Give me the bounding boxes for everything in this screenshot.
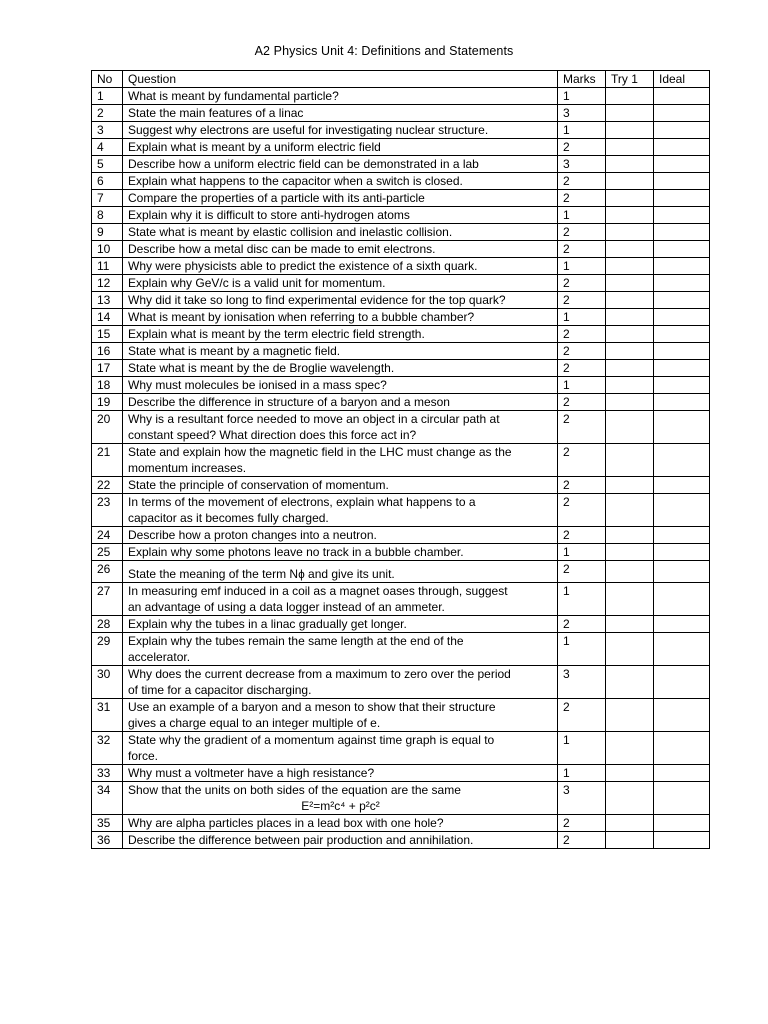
question-line: Explain why some photons leave no track in a bubble chamber. bbox=[128, 545, 464, 559]
question-line: State the principle of conservation of momentum. bbox=[128, 478, 389, 492]
row-marks: 2 bbox=[558, 343, 606, 360]
row-question bbox=[123, 616, 558, 633]
row-marks: 2 bbox=[558, 173, 606, 190]
row-number: 28 bbox=[92, 616, 123, 633]
row-marks: 1 bbox=[558, 258, 606, 275]
row-number: 4 bbox=[92, 139, 123, 156]
table-row bbox=[92, 190, 710, 207]
row-question bbox=[123, 732, 558, 765]
row-ideal-cell[interactable] bbox=[654, 190, 710, 207]
question-line: Explain why it is difficult to store anti-hydrogen atoms bbox=[128, 208, 410, 222]
table-row bbox=[92, 732, 710, 765]
row-question bbox=[123, 326, 558, 343]
row-marks: 2 bbox=[558, 139, 606, 156]
question-line: Explain why GeV/c is a valid unit for momentum. bbox=[128, 276, 386, 290]
table-row bbox=[92, 275, 710, 292]
table-row bbox=[92, 394, 710, 411]
table-row bbox=[92, 527, 710, 544]
row-try1-cell[interactable] bbox=[606, 815, 654, 832]
document-title: A2 Physics Unit 4: Definitions and Statements bbox=[254, 44, 514, 58]
question-line: State what is meant by elastic collision and inelastic collision. bbox=[128, 225, 453, 239]
header-marks: Marks bbox=[558, 71, 606, 88]
row-question bbox=[123, 156, 558, 173]
row-try1-cell[interactable] bbox=[606, 156, 654, 173]
row-marks: 2 bbox=[558, 275, 606, 292]
row-ideal-cell[interactable] bbox=[654, 765, 710, 782]
row-question bbox=[123, 544, 558, 561]
row-try1-cell[interactable] bbox=[606, 782, 654, 815]
question-line: State and explain how the magnetic field in the LHC must change as the bbox=[128, 445, 512, 459]
row-marks: 2 bbox=[558, 699, 606, 732]
table-row bbox=[92, 258, 710, 275]
row-marks: 1 bbox=[558, 765, 606, 782]
row-ideal-cell[interactable] bbox=[654, 444, 710, 477]
row-marks: 2 bbox=[558, 444, 606, 477]
question-line: Explain what is meant by a uniform electric field bbox=[128, 140, 381, 154]
row-number: 29 bbox=[92, 633, 123, 666]
table-row bbox=[92, 633, 710, 666]
question-line: accelerator. bbox=[128, 650, 191, 664]
row-number: 36 bbox=[92, 832, 123, 849]
header-try1: Try 1 bbox=[606, 71, 654, 88]
row-ideal-cell[interactable] bbox=[654, 105, 710, 122]
row-ideal-cell[interactable] bbox=[654, 275, 710, 292]
table-row bbox=[92, 561, 710, 583]
header-question: Question bbox=[123, 71, 558, 88]
table-row bbox=[92, 309, 710, 326]
row-try1-cell[interactable] bbox=[606, 527, 654, 544]
table-row bbox=[92, 122, 710, 139]
question-line: State the meaning of the term Nɸ and give its unit. bbox=[128, 567, 395, 581]
row-question bbox=[123, 122, 558, 139]
table-row bbox=[92, 699, 710, 732]
question-line: Why are alpha particles places in a lead box with one hole? bbox=[128, 816, 444, 830]
row-try1-cell[interactable] bbox=[606, 666, 654, 699]
row-question bbox=[123, 105, 558, 122]
question-line: State the main features of a linac bbox=[128, 106, 304, 120]
question-line: Describe the difference between pair production and annihilation. bbox=[128, 833, 474, 847]
row-number: 30 bbox=[92, 666, 123, 699]
row-question bbox=[123, 207, 558, 224]
row-number: 11 bbox=[92, 258, 123, 275]
table-row bbox=[92, 139, 710, 156]
table-row bbox=[92, 616, 710, 633]
row-question bbox=[123, 832, 558, 849]
question-line: State why the gradient of a momentum against time graph is equal to bbox=[128, 733, 495, 747]
table-row bbox=[92, 765, 710, 782]
row-question bbox=[123, 561, 558, 583]
row-try1-cell[interactable] bbox=[606, 241, 654, 258]
row-number: 2 bbox=[92, 105, 123, 122]
question-line: What is meant by ionisation when referring to a bubble chamber? bbox=[128, 310, 475, 324]
row-question bbox=[123, 88, 558, 105]
question-line: Compare the properties of a particle with its anti-particle bbox=[128, 191, 425, 205]
row-question bbox=[123, 633, 558, 666]
row-number: 24 bbox=[92, 527, 123, 544]
row-number: 17 bbox=[92, 360, 123, 377]
row-try1-cell[interactable] bbox=[606, 544, 654, 561]
row-try1-cell[interactable] bbox=[606, 561, 654, 583]
question-line: Describe how a metal disc can be made to emit electrons. bbox=[128, 242, 436, 256]
row-ideal-cell[interactable] bbox=[654, 139, 710, 156]
row-number: 34 bbox=[92, 782, 123, 815]
row-try1-cell[interactable] bbox=[606, 494, 654, 527]
row-number: 27 bbox=[92, 583, 123, 616]
row-question bbox=[123, 699, 558, 732]
row-number: 18 bbox=[92, 377, 123, 394]
row-try1-cell[interactable] bbox=[606, 190, 654, 207]
row-ideal-cell[interactable] bbox=[654, 561, 710, 583]
row-marks: 2 bbox=[558, 411, 606, 444]
question-line: What is meant by fundamental particle? bbox=[128, 89, 339, 103]
row-ideal-cell[interactable] bbox=[654, 207, 710, 224]
row-ideal-cell[interactable] bbox=[654, 832, 710, 849]
table-row bbox=[92, 444, 710, 477]
row-marks: 2 bbox=[558, 815, 606, 832]
row-ideal-cell[interactable] bbox=[654, 616, 710, 633]
row-try1-cell[interactable] bbox=[606, 583, 654, 616]
row-number: 5 bbox=[92, 156, 123, 173]
row-try1-cell[interactable] bbox=[606, 699, 654, 732]
row-question bbox=[123, 258, 558, 275]
table-row bbox=[92, 207, 710, 224]
table-header-row bbox=[92, 71, 710, 88]
row-ideal-cell[interactable] bbox=[654, 782, 710, 815]
question-line: Why must a voltmeter have a high resistance? bbox=[128, 766, 375, 780]
row-ideal-cell[interactable] bbox=[654, 173, 710, 190]
row-ideal-cell[interactable] bbox=[654, 292, 710, 309]
row-ideal-cell[interactable] bbox=[654, 494, 710, 527]
row-question bbox=[123, 343, 558, 360]
row-ideal-cell[interactable] bbox=[654, 394, 710, 411]
table-row bbox=[92, 666, 710, 699]
row-marks: 1 bbox=[558, 544, 606, 561]
question-line: constant speed? What direction does this force act in? bbox=[128, 428, 417, 442]
table-row bbox=[92, 326, 710, 343]
question-line: an advantage of using a data logger instead of an ammeter. bbox=[128, 600, 445, 614]
row-try1-cell[interactable] bbox=[606, 616, 654, 633]
row-marks: 2 bbox=[558, 394, 606, 411]
table-row bbox=[92, 411, 710, 444]
row-ideal-cell[interactable] bbox=[654, 360, 710, 377]
row-try1-cell[interactable] bbox=[606, 275, 654, 292]
question-line: of time for a capacitor discharging. bbox=[128, 683, 312, 697]
row-question bbox=[123, 765, 558, 782]
row-number: 13 bbox=[92, 292, 123, 309]
table-row bbox=[92, 241, 710, 258]
row-marks: 2 bbox=[558, 494, 606, 527]
row-marks: 2 bbox=[558, 190, 606, 207]
row-marks: 3 bbox=[558, 156, 606, 173]
row-try1-cell[interactable] bbox=[606, 258, 654, 275]
question-line: Explain what happens to the capacitor when a switch is closed. bbox=[128, 174, 463, 188]
row-number: 1 bbox=[92, 88, 123, 105]
row-ideal-cell[interactable] bbox=[654, 411, 710, 444]
row-ideal-cell[interactable] bbox=[654, 815, 710, 832]
row-question bbox=[123, 477, 558, 494]
table-row bbox=[92, 292, 710, 309]
row-ideal-cell[interactable] bbox=[654, 633, 710, 666]
question-line: Why did it take so long to find experimental evidence for the top quark? bbox=[128, 293, 506, 307]
row-try1-cell[interactable] bbox=[606, 411, 654, 444]
question-line: Describe how a uniform electric field can be demonstrated in a lab bbox=[128, 157, 479, 171]
row-try1-cell[interactable] bbox=[606, 444, 654, 477]
question-line: force. bbox=[128, 749, 159, 763]
row-try1-cell[interactable] bbox=[606, 139, 654, 156]
row-try1-cell[interactable] bbox=[606, 292, 654, 309]
question-line: Describe the difference in structure of a baryon and a meson bbox=[128, 395, 450, 409]
row-number: 7 bbox=[92, 190, 123, 207]
header-ideal: Ideal bbox=[654, 71, 710, 88]
row-question bbox=[123, 666, 558, 699]
row-ideal-cell[interactable] bbox=[654, 527, 710, 544]
row-ideal-cell[interactable] bbox=[654, 343, 710, 360]
row-question bbox=[123, 583, 558, 616]
row-number: 8 bbox=[92, 207, 123, 224]
row-number: 22 bbox=[92, 477, 123, 494]
row-question bbox=[123, 275, 558, 292]
row-marks: 1 bbox=[558, 732, 606, 765]
row-marks: 3 bbox=[558, 105, 606, 122]
row-question bbox=[123, 494, 558, 527]
row-number: 12 bbox=[92, 275, 123, 292]
row-try1-cell[interactable] bbox=[606, 477, 654, 494]
row-ideal-cell[interactable] bbox=[654, 224, 710, 241]
row-try1-cell[interactable] bbox=[606, 224, 654, 241]
row-ideal-cell[interactable] bbox=[654, 88, 710, 105]
row-number: 14 bbox=[92, 309, 123, 326]
row-number: 10 bbox=[92, 241, 123, 258]
question-formula: E²=m²c⁴ + p²c² bbox=[301, 799, 380, 813]
row-question bbox=[123, 815, 558, 832]
row-try1-cell[interactable] bbox=[606, 105, 654, 122]
row-number: 21 bbox=[92, 444, 123, 477]
row-try1-cell[interactable] bbox=[606, 326, 654, 343]
row-try1-cell[interactable] bbox=[606, 207, 654, 224]
question-line: capacitor as it becomes fully charged. bbox=[128, 511, 329, 525]
question-line: Use an example of a baryon and a meson to show that their structure bbox=[128, 700, 496, 714]
row-number: 15 bbox=[92, 326, 123, 343]
row-try1-cell[interactable] bbox=[606, 633, 654, 666]
row-question bbox=[123, 360, 558, 377]
row-marks: 2 bbox=[558, 477, 606, 494]
row-number: 32 bbox=[92, 732, 123, 765]
row-ideal-cell[interactable] bbox=[654, 699, 710, 732]
row-number: 23 bbox=[92, 494, 123, 527]
row-marks: 2 bbox=[558, 292, 606, 309]
row-marks: 2 bbox=[558, 561, 606, 583]
row-question bbox=[123, 411, 558, 444]
table-row bbox=[92, 156, 710, 173]
question-line: Why must molecules be ionised in a mass spec? bbox=[128, 378, 387, 392]
row-ideal-cell[interactable] bbox=[654, 583, 710, 616]
row-marks: 2 bbox=[558, 241, 606, 258]
row-ideal-cell[interactable] bbox=[654, 122, 710, 139]
row-marks: 2 bbox=[558, 616, 606, 633]
row-marks: 2 bbox=[558, 224, 606, 241]
row-question bbox=[123, 309, 558, 326]
table-row bbox=[92, 544, 710, 561]
question-line: Why were physicists able to predict the existence of a sixth quark. bbox=[128, 259, 478, 273]
row-ideal-cell[interactable] bbox=[654, 666, 710, 699]
row-question bbox=[123, 444, 558, 477]
row-question bbox=[123, 190, 558, 207]
row-marks: 2 bbox=[558, 326, 606, 343]
table-row bbox=[92, 224, 710, 241]
row-marks: 2 bbox=[558, 832, 606, 849]
table-row bbox=[92, 88, 710, 105]
row-marks: 1 bbox=[558, 309, 606, 326]
table-row bbox=[92, 494, 710, 527]
row-number: 20 bbox=[92, 411, 123, 444]
row-ideal-cell[interactable] bbox=[654, 732, 710, 765]
question-line: State what is meant by the de Broglie wavelength. bbox=[128, 361, 395, 375]
question-line: momentum increases. bbox=[128, 461, 247, 475]
row-try1-cell[interactable] bbox=[606, 122, 654, 139]
row-question bbox=[123, 394, 558, 411]
row-number: 26 bbox=[92, 561, 123, 583]
table-row bbox=[92, 105, 710, 122]
row-number: 9 bbox=[92, 224, 123, 241]
row-ideal-cell[interactable] bbox=[654, 326, 710, 343]
question-line: Describe how a proton changes into a neutron. bbox=[128, 528, 377, 542]
question-line: Explain why the tubes in a linac gradually get longer. bbox=[128, 617, 407, 631]
row-marks: 1 bbox=[558, 583, 606, 616]
table-row bbox=[92, 377, 710, 394]
row-try1-cell[interactable] bbox=[606, 173, 654, 190]
row-marks: 1 bbox=[558, 207, 606, 224]
row-number: 33 bbox=[92, 765, 123, 782]
question-line: State what is meant by a magnetic field. bbox=[128, 344, 341, 358]
row-number: 35 bbox=[92, 815, 123, 832]
table-row bbox=[92, 343, 710, 360]
row-ideal-cell[interactable] bbox=[654, 309, 710, 326]
row-marks: 1 bbox=[558, 122, 606, 139]
table-row bbox=[92, 360, 710, 377]
question-line: Explain why the tubes remain the same length at the end of the bbox=[128, 634, 464, 648]
row-question bbox=[123, 377, 558, 394]
row-try1-cell[interactable] bbox=[606, 394, 654, 411]
table-body bbox=[92, 88, 710, 849]
row-question bbox=[123, 139, 558, 156]
row-ideal-cell[interactable] bbox=[654, 258, 710, 275]
row-ideal-cell[interactable] bbox=[654, 377, 710, 394]
row-marks: 1 bbox=[558, 377, 606, 394]
question-line: Why is a resultant force needed to move an object in a circular path at bbox=[128, 412, 500, 426]
row-try1-cell[interactable] bbox=[606, 360, 654, 377]
question-line: gives a charge equal to an integer multiple of e. bbox=[128, 716, 381, 730]
row-number: 6 bbox=[92, 173, 123, 190]
row-marks: 2 bbox=[558, 527, 606, 544]
header-no: No bbox=[92, 71, 123, 88]
row-try1-cell[interactable] bbox=[606, 88, 654, 105]
row-ideal-cell[interactable] bbox=[654, 544, 710, 561]
question-line: In measuring emf induced in a coil as a magnet oases through, suggest bbox=[128, 584, 508, 598]
table-row bbox=[92, 832, 710, 849]
row-question bbox=[123, 173, 558, 190]
row-try1-cell[interactable] bbox=[606, 343, 654, 360]
question-line: Suggest why electrons are useful for investigating nuclear structure. bbox=[128, 123, 489, 137]
table-row bbox=[92, 815, 710, 832]
row-question bbox=[123, 782, 558, 815]
row-question bbox=[123, 527, 558, 544]
question-line: In terms of the movement of electrons, explain what happens to a bbox=[128, 495, 476, 509]
row-question bbox=[123, 292, 558, 309]
row-marks: 3 bbox=[558, 782, 606, 815]
row-try1-cell[interactable] bbox=[606, 732, 654, 765]
row-ideal-cell[interactable] bbox=[654, 241, 710, 258]
row-number: 3 bbox=[92, 122, 123, 139]
table-row bbox=[92, 477, 710, 494]
question-line: Show that the units on both sides of the equation are the same bbox=[128, 783, 461, 797]
row-try1-cell[interactable] bbox=[606, 377, 654, 394]
table-row bbox=[92, 173, 710, 190]
row-number: 31 bbox=[92, 699, 123, 732]
row-try1-cell[interactable] bbox=[606, 765, 654, 782]
row-number: 25 bbox=[92, 544, 123, 561]
row-marks: 1 bbox=[558, 88, 606, 105]
row-number: 16 bbox=[92, 343, 123, 360]
questions-table bbox=[91, 70, 710, 849]
row-ideal-cell[interactable] bbox=[654, 156, 710, 173]
row-marks: 2 bbox=[558, 360, 606, 377]
row-try1-cell[interactable] bbox=[606, 832, 654, 849]
row-try1-cell[interactable] bbox=[606, 309, 654, 326]
row-ideal-cell[interactable] bbox=[654, 477, 710, 494]
table-row bbox=[92, 583, 710, 616]
row-marks: 1 bbox=[558, 633, 606, 666]
row-question bbox=[123, 224, 558, 241]
row-marks: 3 bbox=[558, 666, 606, 699]
question-line: Explain what is meant by the term electric field strength. bbox=[128, 327, 425, 341]
table-row bbox=[92, 782, 710, 815]
question-line: Why does the current decrease from a maximum to zero over the period bbox=[128, 667, 511, 681]
row-number: 19 bbox=[92, 394, 123, 411]
row-question bbox=[123, 241, 558, 258]
